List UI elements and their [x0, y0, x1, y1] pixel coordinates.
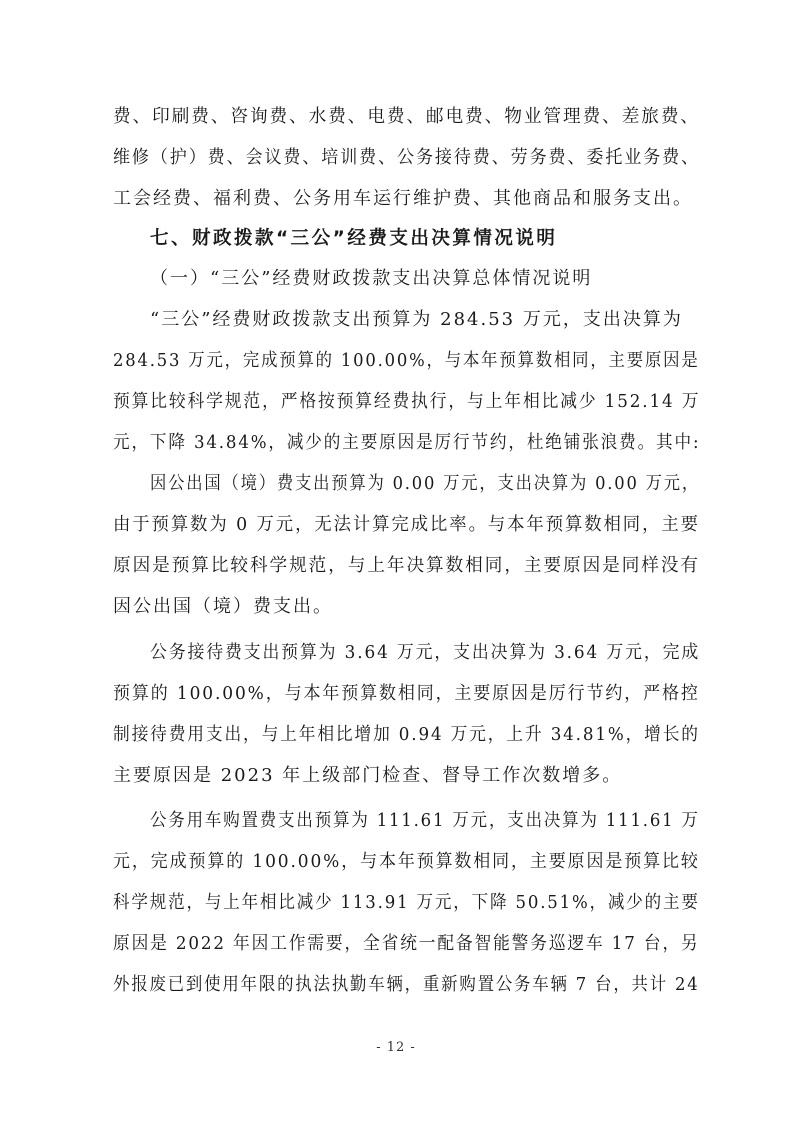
subsection-heading: （一）“三公”经费财政拨款支出决算总体情况说明: [150, 268, 593, 289]
text-line-22: 外报废已到使用年限的执法执勤车辆，重新购置公务车辆 7 台，共计 24: [113, 974, 700, 995]
text-line-2: 维修（护）费、会议费、培训费、公务接待费、劳务费、委托业务费、: [113, 147, 701, 168]
text-line-20: 科学规范，与上年相比减少 113.91 万元，下降 50.51%，减少的主要: [113, 892, 700, 913]
text-line-16: 制接待费用支出，与上年相比增加 0.94 万元，上升 34.81%，增长的: [113, 724, 700, 745]
text-line-15: 预算的 100.00%，与本年预算数相同，主要原因是厉行节约，严格控: [113, 683, 700, 704]
text-line-17: 主要原因是 2023 年上级部门检查、督导工作次数增多。: [113, 765, 623, 786]
text-line-1: 费、印刷费、咨询费、水费、电费、邮电费、物业管理费、差旅费、: [113, 106, 700, 127]
page-number: - 12 -: [376, 1040, 416, 1055]
text-line-18: 公务用车购置费支出预算为 111.61 万元，支出决算为 111.61 万: [150, 810, 700, 831]
text-line-7: 284.53 万元，完成预算的 100.00%，与本年预算数相同，主要原因是: [113, 350, 700, 371]
text-line-6: “三公”经费财政拨款支出预算为 284.53 万元，支出决算为: [150, 309, 683, 330]
text-line-10: 因公出国（境）费支出预算为 0.00 万元，支出决算为 0.00 万元，: [150, 473, 701, 494]
text-line-21: 原因是 2022 年因工作需要，全省统一配备智能警务巡逻车 17 台，另: [113, 933, 700, 954]
text-line-19: 元，完成预算的 100.00%，与本年预算数相同，主要原因是预算比较: [113, 851, 700, 872]
text-line-9: 元，下降 34.84%，减少的主要原因是厉行节约，杜绝铺张浪费。其中:: [113, 432, 701, 453]
text-line-14: 公务接待费支出预算为 3.64 万元，支出决算为 3.64 万元，完成: [150, 642, 701, 663]
section-heading: 七、财政拨款“三公”经费支出决算情况说明: [150, 228, 558, 249]
text-line-13: 因公出国（境）费支出。: [113, 596, 333, 617]
text-line-3: 工会经费、福利费、公务用车运行维护费、其他商品和服务支出。: [113, 188, 693, 209]
text-line-8: 预算比较科学规范，严格按预算经费执行，与上年相比减少 152.14 万: [113, 391, 701, 412]
text-line-11: 由于预算数为 0 万元，无法计算完成比率。与本年预算数相同，主要: [113, 514, 700, 535]
text-line-12: 原因是预算比较科学规范，与上年决算数相同，主要原因是同样没有: [113, 555, 700, 576]
